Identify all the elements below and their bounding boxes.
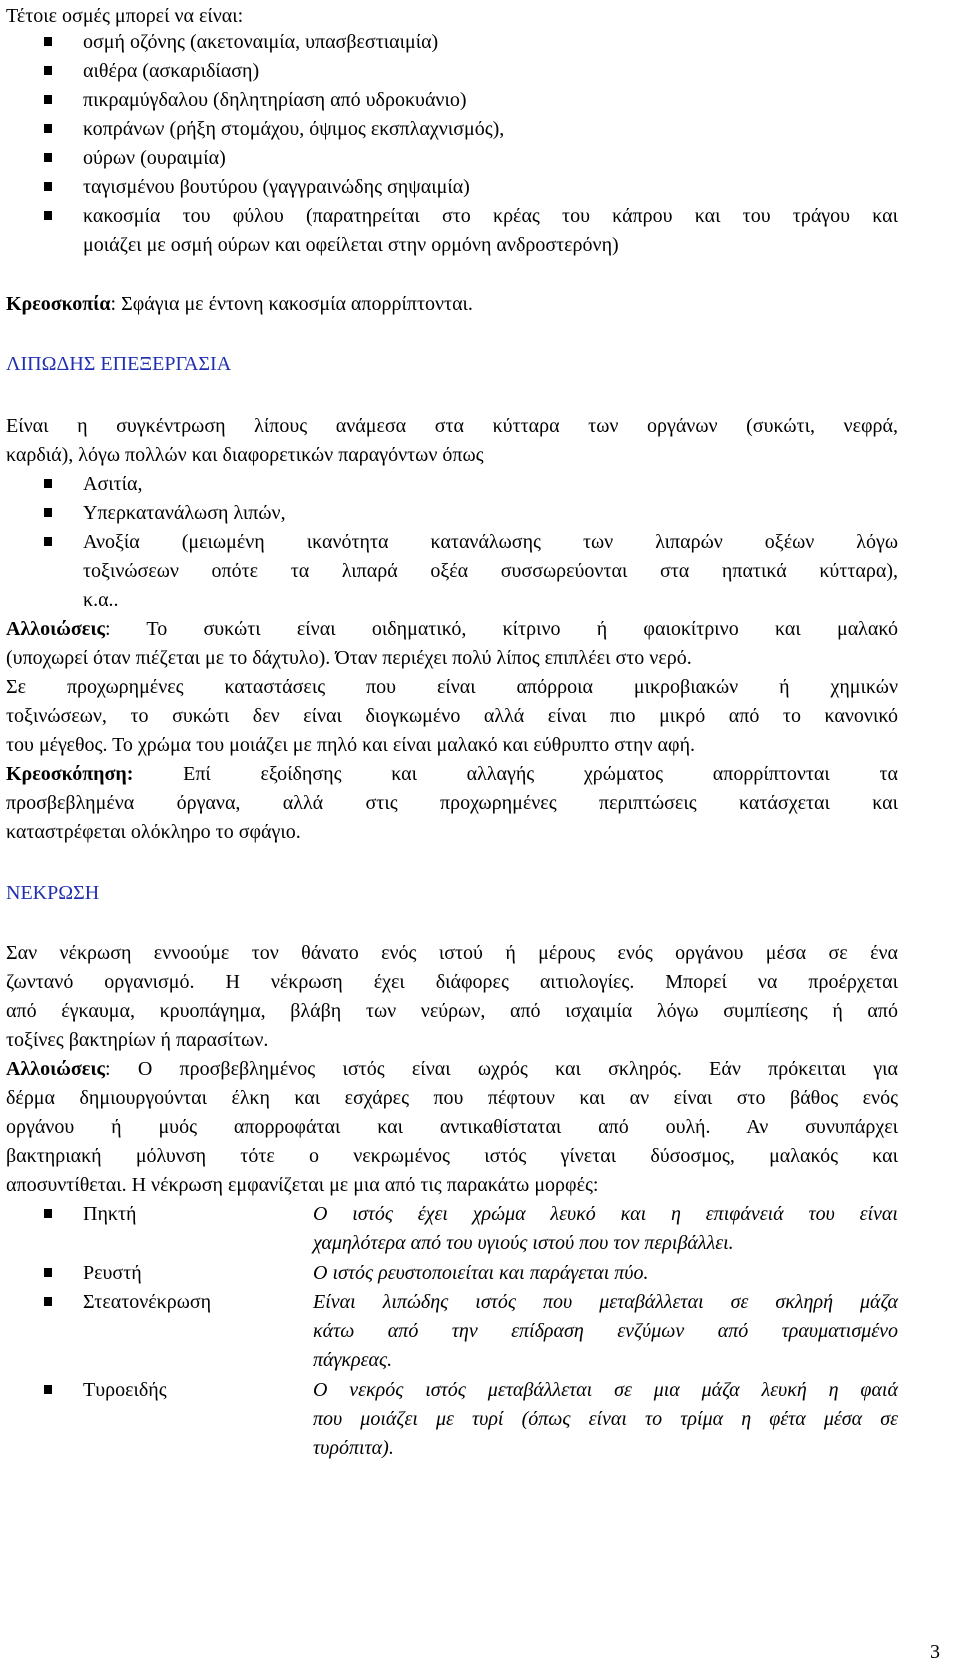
kreoskopisi-paragraph [6,762,898,786]
paragraph-text: : Το συκώτι είναι οιδηματικό, κίτρινο ή φαιοκίτρινο και μαλακό [104,618,898,640]
paragraph-line: αποσυντίθεται. Η νέκρωση εμφανίζεται με μια από τις παρακάτω μορφές: [6,1174,599,1196]
bullet-icon [44,153,52,162]
form-name: Πηκτή [83,1203,137,1225]
list-item: Ασιτία, [83,473,143,495]
bullet-icon [44,1209,52,1218]
alloiosis-paragraph [6,617,898,641]
paragraph-line: τοξινώσεων, το συκώτι δεν είναι διογκωμένο αλλά είναι πιο μικρό από το κανονικό [6,705,898,727]
bullet-icon [44,1297,52,1306]
list-item: αιθέρα (ασκαριδίαση) [83,60,260,82]
form-description: Είναι λιπώδης ιστός που μεταβάλλεται σε σκληρή μάζα [313,1291,898,1313]
bullet-icon [44,479,52,488]
list-item-continuation: τοξινώσεων οπότε τα λιπαρά οξέα συσσωρεύονται στα ηπατικά κύτταρα), [83,560,898,582]
paragraph-line: από έγκαυμα, κρυοπάγημα, βλάβη των νεύρων, από ισχαιμία λόγω συμπίεσης ή από [6,1000,898,1022]
paragraph-text: : Ο προσβεβλημένος ιστός είναι ωχρός και σκληρός. Εάν πρόκειται για [104,1058,898,1080]
bullet-icon [44,1268,52,1277]
bullet-icon [44,537,52,546]
paragraph-line: (υποχωρεί όταν πιέζεται με το δάχτυλο). Όταν περιέχει πολύ λίπος επιπλέει στο νερό. [6,647,692,669]
list-item: πικραμύγδαλου (δηλητηρίαση από υδροκυάνιο) [83,89,467,111]
form-description: τυρόπιτα). [313,1437,394,1459]
alloiosis-label: Αλλοιώσεις [6,618,105,640]
kreoskopia-label: Κρεοσκοπία [6,293,111,315]
bullet-icon [44,124,52,133]
paragraph-line: καρδιά), λόγω πολλών και διαφορετικών παραγόντων όπως [6,444,484,466]
form-name: Τυροειδής [83,1379,167,1401]
paragraph-line: δέρμα δημιουργούνται έλκη και εσχάρες που πέφτουν και αν είναι στο βάθος ενός [6,1087,898,1109]
section-heading-lipodis: ΛΙΠΩΔΗΣ ΕΠΕΞΕΡΓΑΣΙΑ [6,353,232,375]
form-description: πάγκρεας. [313,1349,393,1371]
kreoskopisi-label: Κρεοσκόπηση: [6,763,134,785]
form-description: Ο ιστός ρευστοποιείται και παράγεται πύο. [313,1262,649,1284]
list-item: οσμή οζόνης (ακετοναιμία, υπασβεστιαιμία) [83,31,439,53]
intro-text: Τέτοιε οσμές μπορεί να είναι: [6,5,244,27]
form-description: Ο ιστός έχει χρώμα λευκό και η επιφάνειά του είναι [313,1203,898,1225]
list-item-continuation: κ.α.. [83,589,119,611]
list-item: Υπερκατανάλωση λιπών, [83,502,286,524]
list-item: Ανοξία (μειωμένη ικανότητα κατανάλωσης των λιπαρών οξέων λόγω [83,531,898,553]
alloiosis-paragraph [6,1057,898,1081]
bullet-icon [44,95,52,104]
bullet-icon [44,508,52,517]
paragraph-line: οργάνου ή μυός απορροφάται και αντικαθίσταται από ουλή. Αν συνυπάρχει [6,1116,898,1138]
form-description: κάτω από την επίδραση ενζύμων από τραυματισμένο [313,1320,898,1342]
kreoskopia-paragraph [6,292,473,316]
bullet-icon [44,211,52,220]
list-item: ούρων (ουραιμία) [83,147,226,169]
form-description: χαμηλότερα από του υγιούς ιστού που τον περιβάλλει. [313,1232,734,1254]
paragraph-line: του μέγεθος. Το χρώμα του μοιάζει με πηλό και είναι μαλακό και εύθρυπτο στην αφή. [6,734,696,756]
form-description: που μοιάζει με τυρί (όπως είναι το τρίμα η φέτα μέσα σε [313,1408,898,1430]
alloiosis-label: Αλλοιώσεις [6,1058,105,1080]
paragraph-line: Είναι η συγκέντρωση λίπους ανάμεσα στα κύτταρα των οργάνων (συκώτι, νεφρά, [6,415,898,437]
list-item-continuation: μοιάζει με οσμή ούρων και οφείλεται στην ορμόνη ανδροστερόνη) [83,234,619,256]
bullet-icon [44,182,52,191]
bullet-icon [44,37,52,46]
list-item: κοπράνων (ρήξη στομάχου, όψιμος εκσπλαχνισμός), [83,118,505,140]
paragraph-line: Σαν νέκρωση εννοούμε τον θάνατο ενός ιστού ή μέρους ενός οργάνου μέσα σε ένα [6,942,898,964]
form-name: Στεατονέκρωση [83,1291,212,1313]
form-description: Ο νεκρός ιστός μεταβάλλεται σε μια μάζα λευκή η φαιά [313,1379,898,1401]
paragraph-text: Επί εξοίδησης και αλλαγής χρώματος απορρίπτονται τα [133,763,898,785]
paragraph-line: Σε προχωρημένες καταστάσεις που είναι απόρροια μικροβιακών ή χημικών [6,676,898,698]
paragraph-line: τοξίνες βακτηρίων ή παρασίτων. [6,1029,269,1051]
paragraph-line: καταστρέφεται ολόκληρο το σφάγιο. [6,821,301,843]
form-name: Ρευστή [83,1262,142,1284]
bullet-icon [44,1385,52,1394]
list-item: ταγισμένου βουτύρου (γαγγραινώδης σηψαιμία) [83,176,470,198]
paragraph-line: βακτηριακή μόλυνση τότε ο νεκρωμένος ιστός γίνεται δύσοσμος, μαλακός και [6,1145,898,1167]
list-item: κακοσμία του φύλου (παρατηρείται στο κρέας του κάπρου και του τράγου και [83,205,898,227]
paragraph-line: προσβεβλημένα όργανα, αλλά στις προχωρημένες περιπτώσεις κατάσχεται και [6,792,898,814]
page-number: 3 [930,1641,940,1663]
kreoskopia-text: : Σφάγια με έντονη κακοσμία απορρίπτονται. [110,293,473,315]
section-heading-nekrosi: ΝΕΚΡΩΣΗ [6,882,100,904]
bullet-icon [44,66,52,75]
paragraph-line: ζωντανό οργανισμό. Η νέκρωση έχει διάφορες αιτιολογίες. Μπορεί να προέρχεται [6,971,898,993]
